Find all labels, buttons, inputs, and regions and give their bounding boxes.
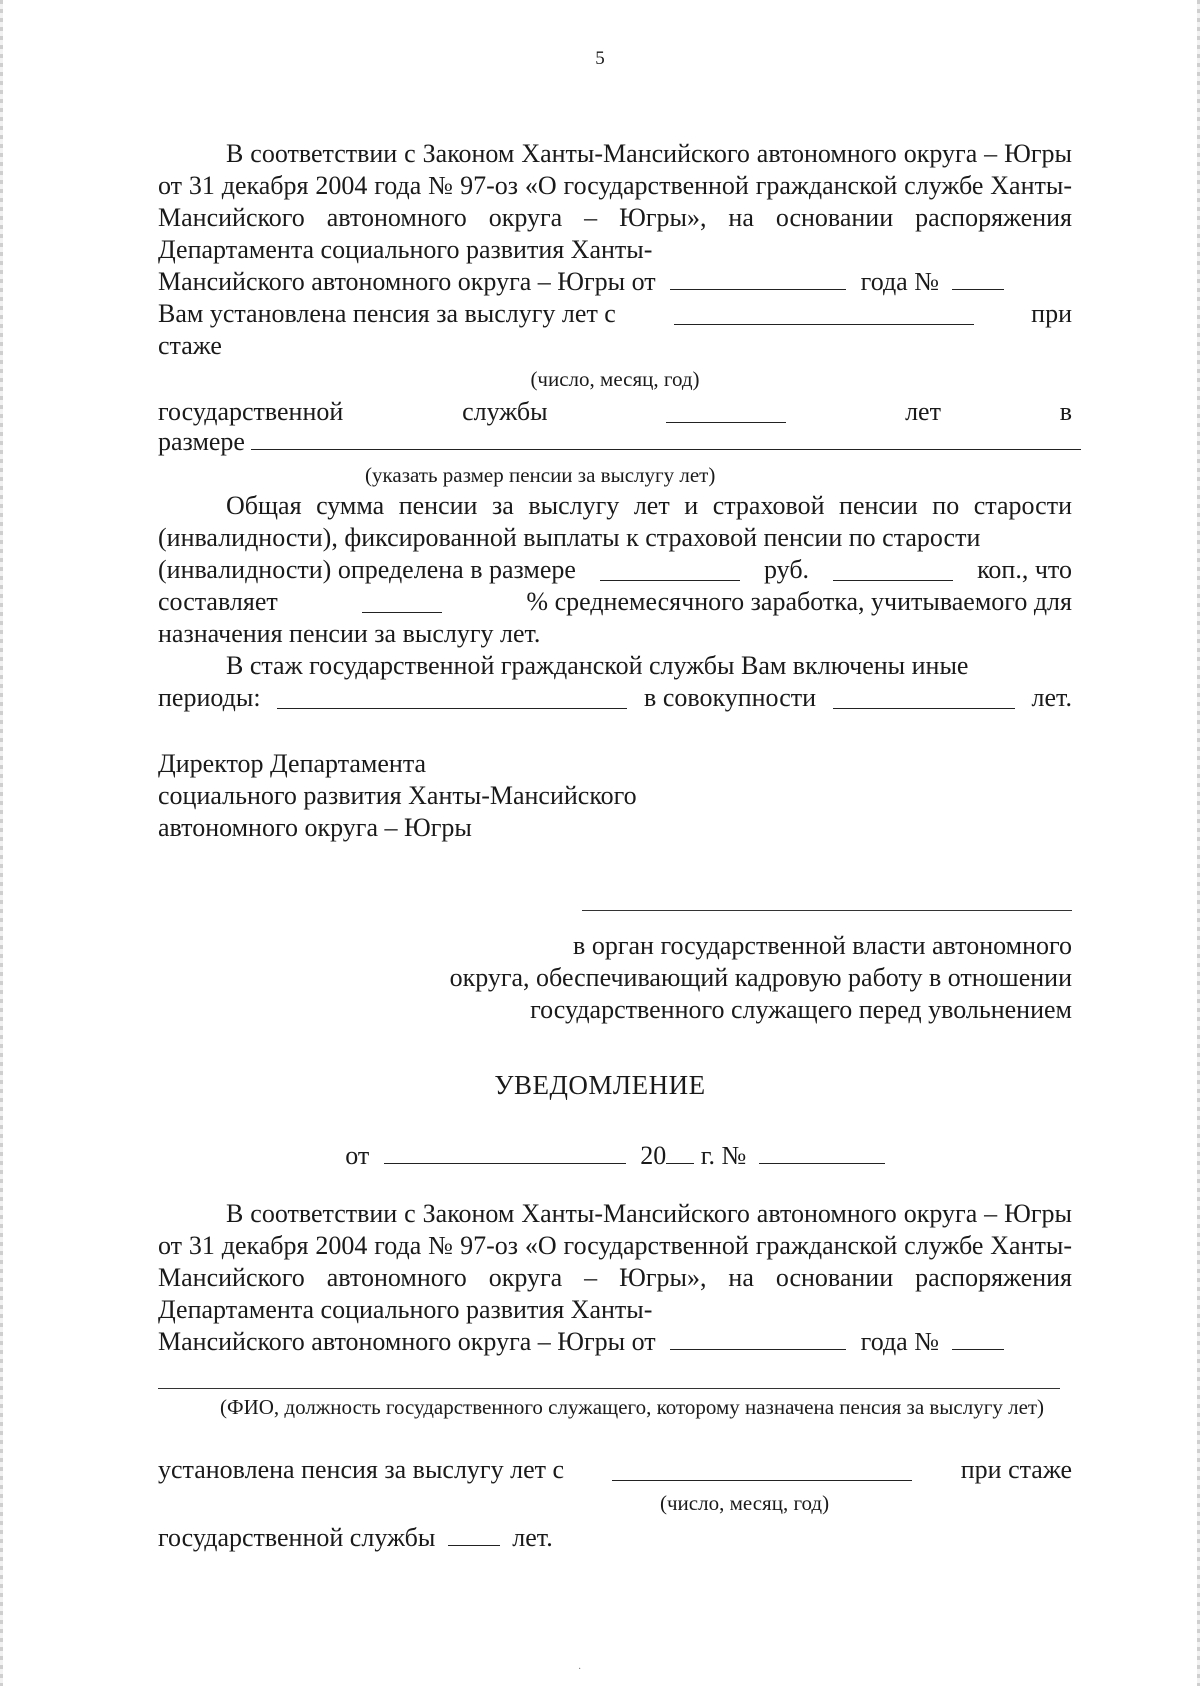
notice-number-blank <box>759 1141 885 1164</box>
pension-from-blank <box>674 302 974 325</box>
notice-service-blank <box>448 1523 500 1546</box>
addressee-line-3: государственного служащего перед увольнением <box>530 995 1072 1024</box>
rub-label: руб. <box>764 555 810 584</box>
years-label: лет. <box>1031 683 1072 712</box>
addressee-line-2: округа, обеспечивающий кадровую работу в отношении <box>449 963 1072 992</box>
order-date-label: Мансийского автономного округа – Югры от <box>158 267 656 296</box>
service-word-2: службы <box>462 397 548 426</box>
notice-order-date-blank <box>670 1327 846 1350</box>
notice-paragraph: В соответствии с Законом Ханты-Мансийского автономного округа – Югры от 31 декабря 2004 года № 97-оз «О государственной гражданской службе Ханты-Мансийского автономного округа – Югры», на основании распоряжения Департамента социального развития Ханты- <box>158 1199 1072 1324</box>
caption-fio: (ФИО, должность государственного служащего, которому назначена пенсия за выслугу лет) <box>220 1395 1045 1419</box>
service-word-3: лет <box>905 397 941 426</box>
block1-line-pension-from <box>158 298 1072 330</box>
order-number-label: года № <box>860 267 940 296</box>
fio-blank-line <box>158 1388 1060 1389</box>
percent-lead: составляет <box>158 587 278 616</box>
addressee-line-1: в орган государственной власти автономного <box>573 931 1072 960</box>
notice-caption-date: (число, месяц, год) <box>660 1491 830 1515</box>
service-years-blank <box>666 400 786 423</box>
established-tail: при стаже <box>960 1455 1072 1484</box>
pension-from-tail: при <box>1031 299 1072 328</box>
kop-blank <box>833 558 953 581</box>
block1-line-total-sum <box>158 554 1072 586</box>
order-date-blank <box>670 267 846 290</box>
block1-line-other-periods: В стаж государственной гражданской службы Вам включены иные <box>226 651 969 680</box>
block1-line-stazhe: стаже <box>158 331 222 360</box>
aggregate-blank <box>833 686 1015 709</box>
block1-line-amount <box>158 426 1072 458</box>
block1-line-periods <box>158 682 1072 714</box>
notice-from-label: от <box>345 1141 370 1170</box>
notice-title: УВЕДОМЛЕНИЕ <box>494 1070 706 1100</box>
block1-line-assignment: назначения пенсии за выслугу лет. <box>158 619 541 648</box>
amount-label: размере <box>158 427 245 456</box>
block1-line-percent <box>158 586 1072 618</box>
notice-years-label: лет. <box>512 1523 553 1552</box>
block1-line-service <box>158 396 1072 428</box>
periods-label: периоды: <box>158 683 261 712</box>
page-number: 5 <box>595 48 605 69</box>
total-sum-label: (инвалидности) определена в размере <box>158 555 576 584</box>
pension-from-label: Вам установлена пенсия за выслугу лет с <box>158 299 616 328</box>
notice-year-blank <box>666 1141 694 1164</box>
notice-date-blank <box>384 1141 626 1164</box>
block1-paragraph: В соответствии с Законом Ханты-Мансийского автономного округа – Югры от 31 декабря 2004 года № 97-оз «О государственной гражданской службе Ханты-Мансийского автономного округа – Югры», на основании распоряжения Департамента социального развития Ханты- <box>158 139 1072 264</box>
block1-line-order-date <box>158 266 1072 298</box>
signature-line-3: автономного округа – Югры <box>158 813 472 842</box>
aggregate-label: в совокупности <box>644 683 817 712</box>
notice-order-date-label: Мансийского автономного округа – Югры от <box>158 1327 656 1356</box>
caption-amount: (указать размер пенсии за выслугу лет) <box>365 463 716 487</box>
service-word-1: государственной <box>158 397 344 426</box>
notice-order-number-blank <box>952 1327 1004 1350</box>
notice-line-established <box>158 1454 1072 1486</box>
service-word-4: в <box>1059 397 1072 426</box>
notice-number-label: г. № <box>700 1141 747 1170</box>
notice-date-line <box>158 1140 1072 1172</box>
addressee-separator <box>582 910 1072 911</box>
amount-blank <box>251 427 1081 450</box>
signature-line-1: Директор Департамента <box>158 749 427 778</box>
notice-order-number-label: года № <box>860 1327 940 1356</box>
block1-total-paragraph: Общая сумма пенсии за выслугу лет и страховой пенсии по старости (инвалидности), фиксированной выплаты к страховой пенсии по старости <box>158 491 1072 552</box>
percent-blank <box>362 590 442 613</box>
kop-label: коп., что <box>977 555 1072 584</box>
notice-year-prefix: 20 <box>640 1141 667 1170</box>
notice-line-service <box>158 1522 1072 1554</box>
percent-tail: % среднемесячного заработка, учитываемого для <box>526 587 1072 616</box>
established-label: установлена пенсия за выслугу лет с <box>158 1455 565 1484</box>
notice-service-label: государственной службы <box>158 1523 436 1552</box>
periods-blank <box>277 686 627 709</box>
scan-edge-left <box>0 0 3 1686</box>
scan-speck: · <box>578 1664 582 1675</box>
caption-date: (число, месяц, год) <box>530 367 700 391</box>
order-number-blank <box>952 267 1004 290</box>
signature-line-2: социального развития Ханты-Мансийского <box>158 781 637 810</box>
notice-line-order-date <box>158 1326 1072 1358</box>
rub-blank <box>600 558 740 581</box>
established-date-blank <box>612 1458 912 1481</box>
